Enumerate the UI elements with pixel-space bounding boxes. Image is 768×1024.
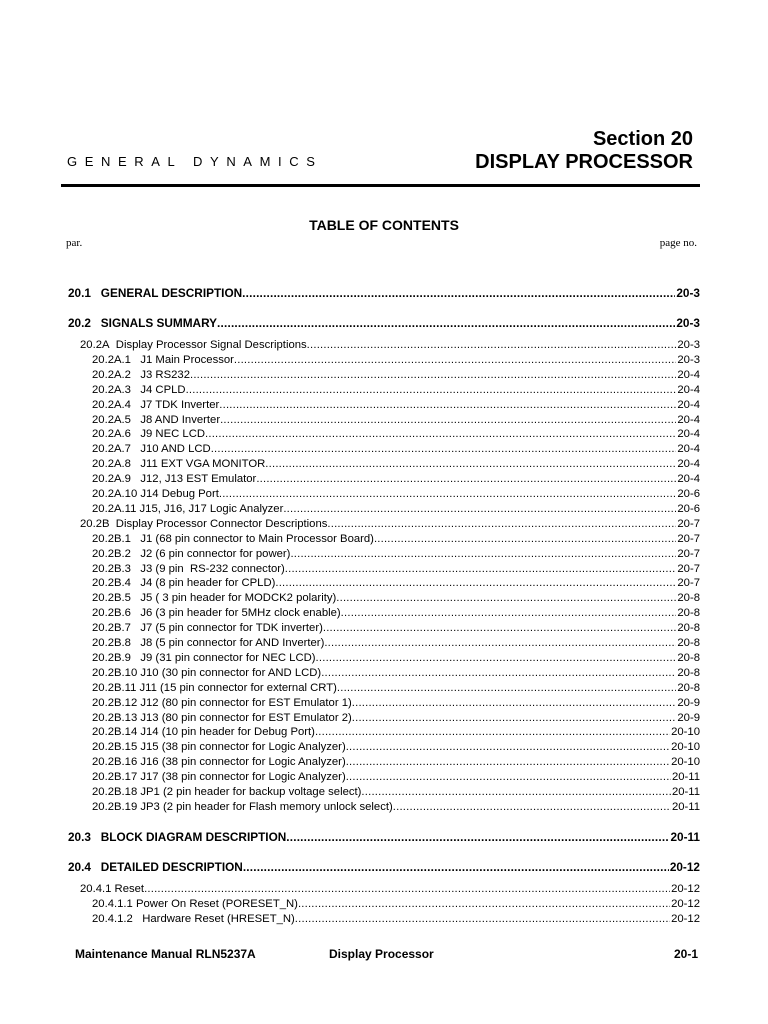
toc-entry-label: 20.2B.14 J14 (10 pin header for Debug Port) [92,726,315,739]
toc-entry-page: 20-12 [671,882,700,895]
toc-entry-page: 20-12 [671,897,700,910]
toc-entry-label: 20.2B.5 J5 ( 3 pin header for MODCK2 polarity) [92,592,337,605]
toc-entry-label: 20.2B.6 J6 (3 pin header for 5MHz clock enable) [92,607,341,620]
toc-entry-label: 20.2B.15 J15 (38 pin connector for Logic Analyzer) [92,741,346,754]
toc-entry-page: 20-12 [669,859,700,874]
dot-leader [346,740,670,754]
dot-leader [327,517,676,531]
toc-entry-label: 20.2A.1 J1 Main Processor [92,353,234,366]
toc-entry-label: 20.4 DETAILED DESCRIPTION [68,859,243,874]
dot-leader [315,725,670,739]
toc-entry-label: 20.2A.5 J8 AND Inverter [92,413,221,426]
toc-entry-label: 20.2B.18 JP1 (2 pin header for backup voltage select) [92,786,362,798]
toc-entry [92,576,700,591]
toc-entry-page: 20-11 [670,829,700,844]
dot-leader [352,696,677,710]
dot-leader [316,651,677,665]
toc-entry-page: 20-4 [677,473,700,486]
dot-leader [346,770,671,784]
toc-entry-page: 20-3 [676,316,700,330]
dot-leader [393,800,671,814]
toc-entry-page: 20-7 [677,547,700,560]
toc-entry-label: 20.2B.8 J8 (5 pin connector for AND Inverter) [92,637,325,649]
toc-entry [92,651,700,666]
section-title: DISPLAY PROCESSOR [475,151,693,173]
toc-entry [92,413,700,428]
toc-entry [92,353,700,368]
toc-entry [92,427,700,442]
toc-entry-label: 20.2B.13 J13 (80 pin connector for EST Emulator 2) [92,711,352,724]
toc-entry-page: 20-4 [677,413,700,426]
toc-entry-page: 20-8 [677,592,700,605]
toc-entry-label: 20.2A.9 J12, J13 EST Emulator [92,473,257,486]
toc-section-entry [68,860,700,875]
toc-entry [92,681,700,696]
dot-leader [352,711,677,725]
toc-entry [92,770,700,785]
section-number: Section 20 [592,128,693,150]
toc-entry-page: 20-11 [671,786,700,798]
toc-entry-page: 20-9 [677,696,700,709]
toc-entry-page: 20-8 [677,666,700,679]
toc-entry-page: 20-4 [677,458,700,471]
toc-section-entry [68,830,700,845]
toc-entry-page: 20-9 [677,711,700,724]
toc-entry-label: 20.2B.4 J4 (8 pin header for CPLD) [92,577,276,590]
dot-leader [290,547,676,561]
toc-entry-page: 20-4 [677,383,700,396]
toc-entry-page: 20-7 [677,562,700,575]
toc-entry [92,562,700,577]
footer-page-number: 20-1 [673,947,698,961]
dot-leader [374,532,676,546]
toc-entry-label: 20.2B.7 J7 (5 pin connector for TDK inverter) [92,622,323,635]
dot-leader [242,286,675,300]
toc-column-page-label: page no. [659,237,697,249]
dot-leader [298,897,670,911]
toc-entry [92,591,700,606]
toc-entry-label: 20.2A.8 J11 EXT VGA MONITOR [92,458,266,471]
dot-leader [265,457,676,471]
toc-entry-label: 20.2B.3 J3 (9 pin RS-232 connector) [92,562,285,575]
toc-entry [92,711,700,726]
toc-entry-label: 20.4.1 Reset [80,882,145,895]
toc-heading: TABLE OF CONTENTS [309,217,459,233]
dot-leader [295,912,670,926]
dot-leader [321,666,676,680]
toc-entry [92,383,700,398]
dot-leader [256,472,676,486]
footer-manual-title: Maintenance Manual RLN5237A [75,947,256,961]
toc-entry-page: 20-3 [677,353,700,366]
toc-entry-label: 20.4.1.2 Hardware Reset (HRESET_N) [92,912,295,925]
toc-entry-page: 20-10 [671,741,700,754]
toc-entry [92,547,700,562]
toc-entry [92,442,700,457]
toc-entry-page: 20-4 [677,368,700,381]
dot-leader [361,785,671,799]
toc-entry-label: 20.2B.11 J11 (15 pin connector for external CRT) [92,681,337,694]
toc-entry [92,897,700,912]
toc-entry-page: 20-8 [677,637,700,649]
toc-entry [92,800,700,815]
toc-entry-page: 20-3 [677,339,700,351]
toc-entry-label: 20.2B.12 J12 (80 pin connector for EST Emulator 1) [92,696,352,709]
dot-leader [234,353,676,367]
toc-entry [92,636,700,651]
dot-leader [205,427,676,441]
toc-entry-label: 20.2B.19 JP3 (2 pin header for Flash memory unlock select) [92,800,393,813]
toc-entry-page: 20-4 [677,428,700,441]
dot-leader [323,621,677,635]
dot-leader [220,413,676,427]
toc-entry [92,912,700,927]
toc-entry-page: 20-10 [671,756,700,769]
toc-entry-label: 20.2A.6 J9 NEC LCD [92,428,206,441]
toc-entry-label: 20.2B.16 J16 (38 pin connector for Logic Analyzer) [92,756,346,769]
header-rule [61,184,700,187]
company-name: GENERAL DYNAMICS [67,154,323,169]
toc-entry-page: 20-11 [671,800,700,813]
toc-entry-label: 20.2B Display Processor Connector Descriptions [80,517,328,530]
toc-entry-page: 20-12 [671,912,700,925]
dot-leader [211,442,677,456]
toc-entry-label: 20.2B.2 J2 (6 pin connector for power) [92,547,291,560]
dot-leader [283,502,676,516]
toc-entry-label: 20.2B.10 J10 (30 pin connector for AND LCD) [92,666,322,679]
toc-entry-label: 20.2B.9 J9 (31 pin connector for NEC LCD) [92,651,316,664]
toc-entry-page: 20-10 [671,726,700,739]
toc-entry [92,666,700,681]
toc-entry-label: 20.2B.17 J17 (38 pin connector for Logic Analyzer) [92,771,346,784]
toc-section-entry [68,316,700,331]
toc-entry-label: 20.2A Display Processor Signal Descriptions [80,339,307,351]
dot-leader [219,398,676,412]
toc-entry [92,606,700,621]
toc-entry-page: 20-4 [677,443,700,456]
dot-leader [217,316,675,330]
toc-entry-page: 20-8 [677,681,700,694]
dot-leader [190,368,676,382]
toc-entry-label: 20.2A.3 J4 CPLD [92,383,186,396]
toc-entry-page: 20-4 [677,398,700,411]
dot-leader [144,882,670,896]
toc-entry [92,785,700,800]
dot-leader [186,383,677,397]
toc-entry-page: 20-11 [671,771,700,784]
toc-entry-page: 20-6 [677,488,700,500]
toc-entry [92,487,700,502]
toc-entry [80,338,700,353]
dot-leader [346,755,670,769]
toc-entry [92,398,700,413]
dot-leader [243,860,669,874]
toc-entry [80,517,700,532]
dot-leader [337,681,676,695]
toc-entry-page: 20-6 [677,502,700,515]
toc-entry-label: 20.2A.4 J7 TDK Inverter [92,398,220,411]
toc-entry-page: 20-8 [677,607,700,620]
toc-entry [92,502,700,517]
dot-leader [307,338,677,352]
toc-entry-page: 20-7 [677,517,700,530]
dot-leader [219,487,677,501]
toc-entry-page: 20-7 [677,532,700,545]
toc-section-entry [68,286,700,301]
toc-entry-label: 20.2A.11 J15, J16, J17 Logic Analyzer [92,502,284,515]
dot-leader [324,636,676,650]
toc-entry-page: 20-8 [677,651,700,664]
toc-entry [92,621,700,636]
footer-chapter-name: Display Processor [329,947,434,961]
dot-leader [341,606,677,620]
toc-entry-label: 20.4.1.1 Power On Reset (PORESET_N) [92,897,298,910]
toc-entry-page: 20-3 [676,286,700,300]
toc-entry-page: 20-7 [677,577,700,590]
dot-leader [286,830,669,844]
toc-entry [92,755,700,770]
toc-entry [92,740,700,755]
dot-leader [336,591,676,605]
toc-entry [92,457,700,472]
toc-column-par-label: par. [66,237,83,249]
toc-entry [92,696,700,711]
toc-entry-label: 20.2A.2 J3 RS232 [92,368,190,381]
toc-entry-label: 20.2B.1 J1 (68 pin connector to Main Processor Board) [92,532,374,545]
toc-entry-label: 20.2 SIGNALS SUMMARY [68,316,218,330]
dot-leader [275,576,676,590]
toc-entry-label: 20.3 BLOCK DIAGRAM DESCRIPTION [68,829,287,844]
toc-entry [92,472,700,487]
toc-entry-label: 20.2A.10 J14 Debug Port [92,488,219,500]
dot-leader [285,562,677,576]
toc-entry [92,368,700,383]
toc-entry [92,725,700,740]
toc-entry-label: 20.1 GENERAL DESCRIPTION [68,286,243,300]
toc-entry [80,882,700,897]
toc-entry [92,532,700,547]
toc-entry-label: 20.2A.7 J10 AND LCD [92,443,211,456]
toc-entry-page: 20-8 [677,622,700,635]
